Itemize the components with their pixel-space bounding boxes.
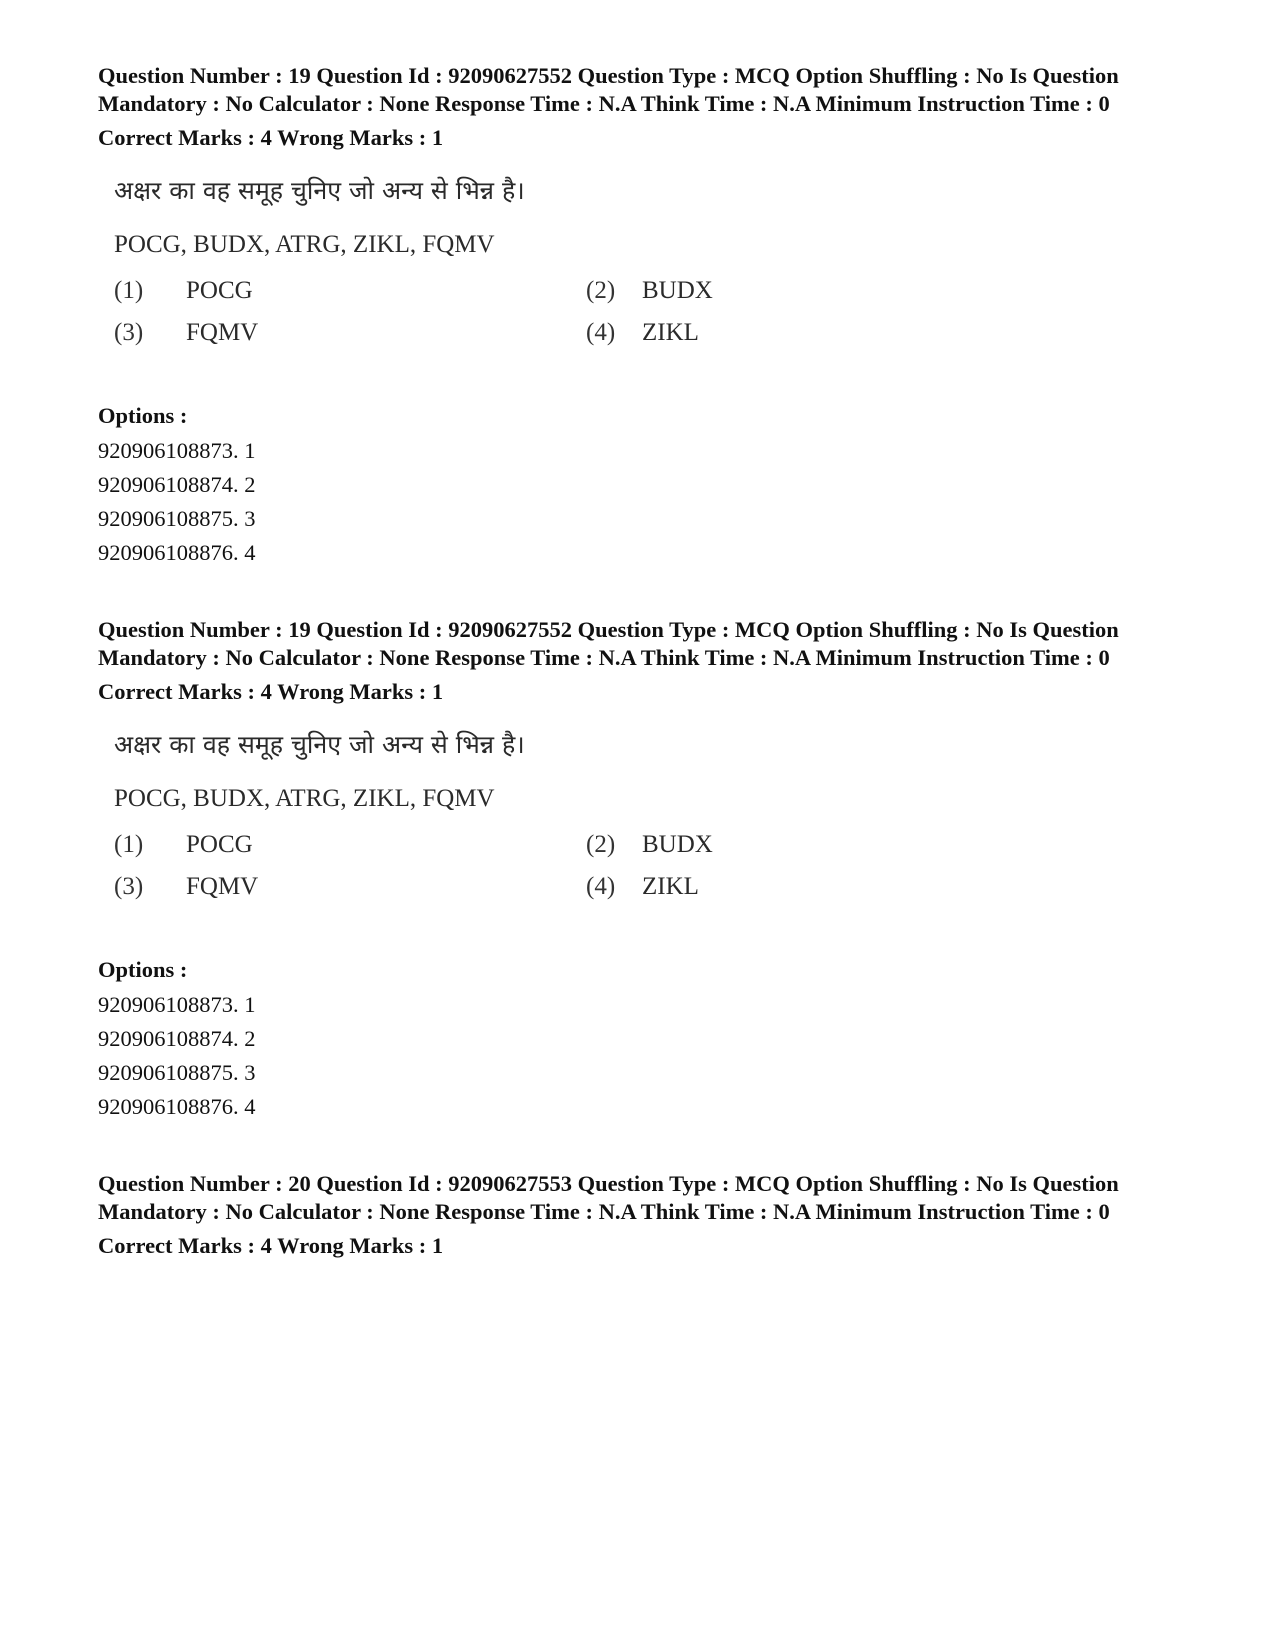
question-block — [98, 1170, 1178, 1260]
question-stem: अक्षर का वह समूह चुनिए जो अन्य से भिन्न है। — [114, 730, 525, 759]
choice-number: (1) — [114, 831, 144, 858]
question-stem: अक्षर का वह समूह चुनिए जो अन्य से भिन्न है। — [114, 176, 525, 205]
question-meta: Question Number : 19 Question Id : 92090627552 Question Type : MCQ Option Shuffling : No Is Question Mandatory : No Calculator : None Response Time : N.A Think Time : N.A Minimum Instruction Time : 0 — [98, 63, 1119, 116]
choice-number: (3) — [114, 873, 144, 900]
choice-number: (4) — [586, 873, 616, 900]
choice-number: (3) — [114, 319, 144, 346]
options-heading: Options : — [98, 403, 188, 428]
choice-number: (2) — [586, 831, 616, 858]
question-meta: Question Number : 20 Question Id : 92090627553 Question Type : MCQ Option Shuffling : No Is Question Mandatory : No Calculator : None Response Time : N.A Think Time : N.A Minimum Instruction Time : 0 — [98, 1171, 1119, 1224]
option-item: 920906108876. 4 — [98, 1094, 256, 1119]
letter-groups: POCG, BUDX, ATRG, ZIKL, FQMV — [114, 785, 495, 812]
question-marks: Correct Marks : 4 Wrong Marks : 1 — [98, 125, 444, 150]
letter-groups: POCG, BUDX, ATRG, ZIKL, FQMV — [114, 231, 495, 258]
question-image — [114, 728, 754, 904]
choice-number: (2) — [586, 277, 616, 304]
choice-text: POCG — [186, 831, 253, 858]
question-meta: Question Number : 19 Question Id : 92090627552 Question Type : MCQ Option Shuffling : No Is Question Mandatory : No Calculator : None Response Time : N.A Think Time : N.A Minimum Instruction Time : 0 — [98, 617, 1119, 670]
options-heading: Options : — [98, 957, 188, 982]
option-item: 920906108873. 1 — [98, 992, 256, 1017]
choice-grid — [114, 828, 754, 904]
document-page — [98, 62, 1178, 1260]
question-block — [98, 616, 1178, 1124]
choice-text: ZIKL — [642, 319, 699, 346]
question-block — [98, 62, 1178, 570]
options-list — [98, 988, 1178, 1124]
option-item: 920906108875. 3 — [98, 506, 256, 531]
option-item: 920906108875. 3 — [98, 1060, 256, 1085]
choice-grid — [114, 274, 754, 350]
choice-number: (4) — [586, 319, 616, 346]
option-item: 920906108874. 2 — [98, 472, 256, 497]
choice-text: POCG — [186, 277, 253, 304]
choice-number: (1) — [114, 277, 144, 304]
option-item: 920906108876. 4 — [98, 540, 256, 565]
option-item: 920906108874. 2 — [98, 1026, 256, 1051]
choice-text: FQMV — [186, 873, 259, 900]
choice-text: FQMV — [186, 319, 259, 346]
question-image — [114, 174, 754, 350]
choice-text: BUDX — [642, 831, 713, 858]
question-marks: Correct Marks : 4 Wrong Marks : 1 — [98, 679, 444, 704]
choice-text: ZIKL — [642, 873, 699, 900]
choice-text: BUDX — [642, 277, 713, 304]
question-marks: Correct Marks : 4 Wrong Marks : 1 — [98, 1233, 444, 1258]
options-list — [98, 434, 1178, 570]
option-item: 920906108873. 1 — [98, 438, 256, 463]
